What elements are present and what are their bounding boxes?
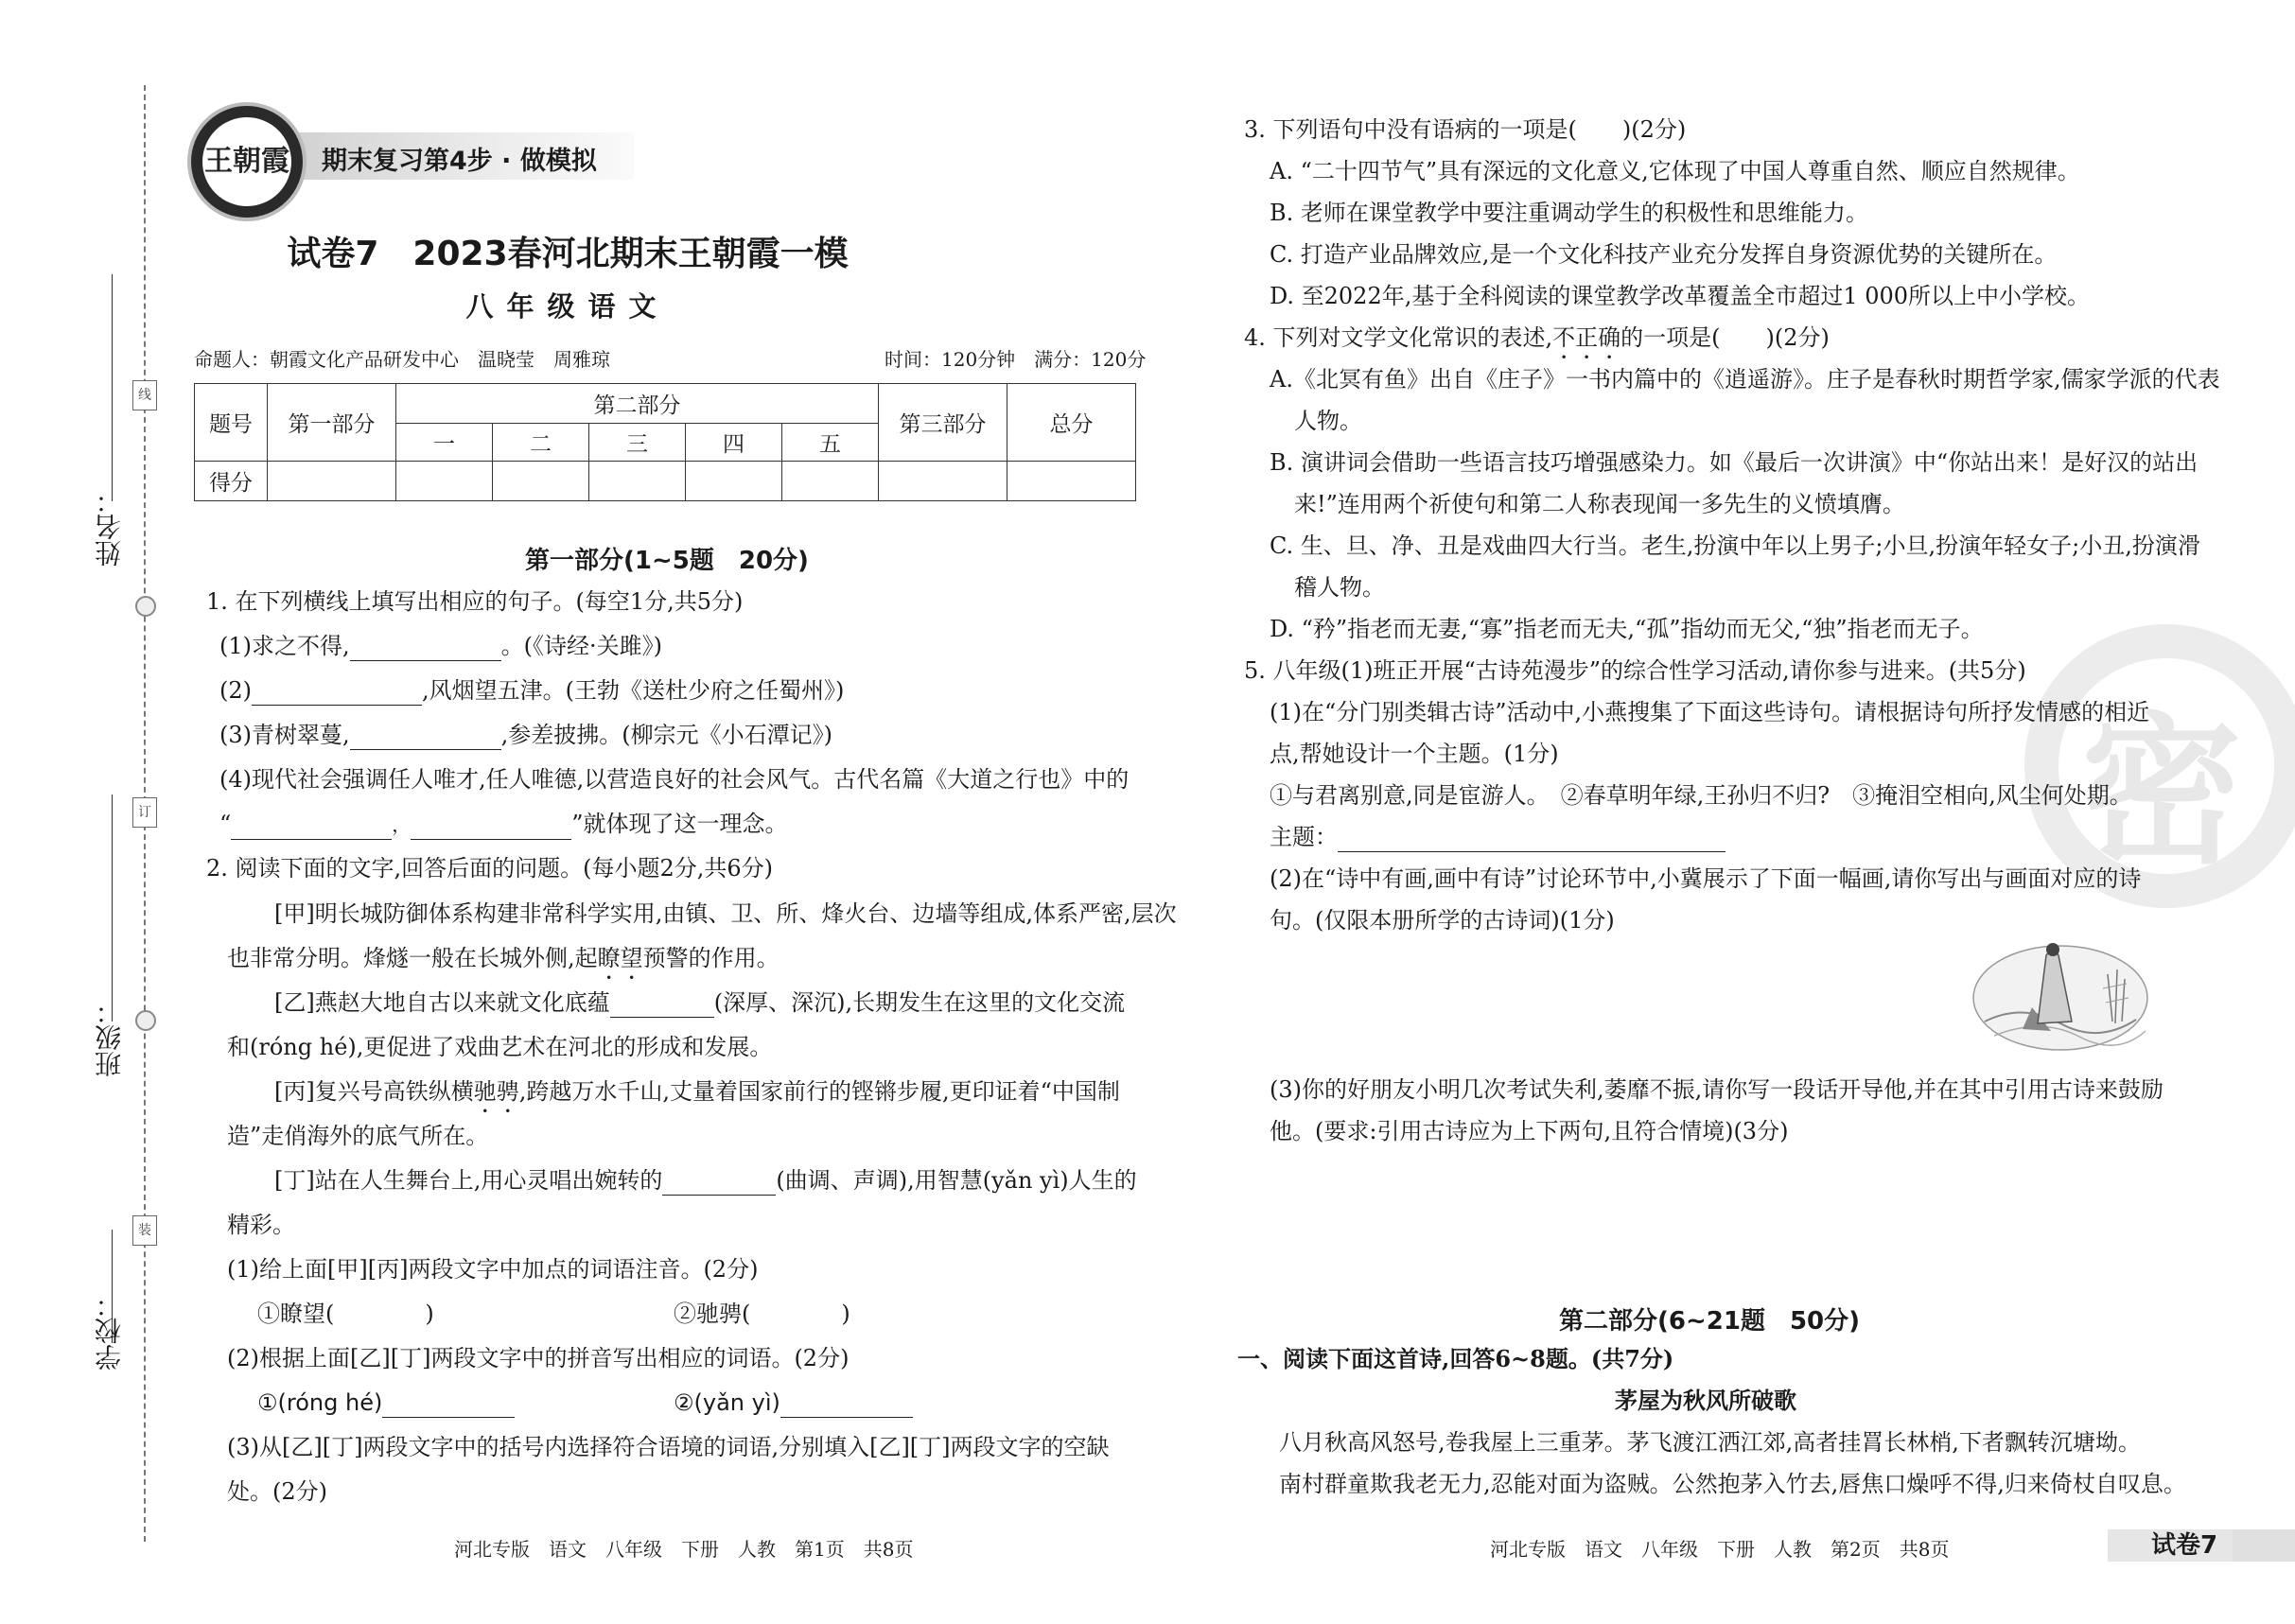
theme-blank[interactable] <box>1338 827 1726 852</box>
answer-blank[interactable] <box>252 680 422 706</box>
logo-badge <box>187 102 307 221</box>
part2-section1: 一、阅读下面这首诗,回答6~8题。(共7分) <box>1237 1345 1674 1372</box>
q4-option-b-cont: 来!”连用两个祈使句和第二人称表现闻一多先生的义愤填膺。 <box>1294 491 1905 517</box>
cell-sub-2: 二 <box>493 424 589 462</box>
q5-sub1-line1: (1)在“分门别类辑古诗”活动中,小燕搜集了下面这些诗句。请根据诗句所抒发情感的相近 <box>1270 699 2150 725</box>
poem-title: 茅屋为秋风所破歌 <box>1615 1387 1796 1414</box>
q3-option-d[interactable]: D. 至2022年,基于全科阅读的课堂教学改革覆盖全市超过1 000所以上中小学校。 <box>1270 283 2091 309</box>
q5-sub2-line1: (2)在“诗中有画,画中有诗”讨论环节中,小冀展示了下面一幅画,请你写出与画面对应的诗 <box>1270 865 2142 892</box>
q2-bing-line2: 造”走俏海外的底气所在。 <box>227 1123 489 1149</box>
q2-sub1-b[interactable]: ②驰骋( ) <box>674 1301 850 1327</box>
q4-option-a-cont: 人物。 <box>1294 408 1362 434</box>
q2-ding-line2: 精彩。 <box>227 1212 295 1238</box>
cell-defen: 得分 <box>195 462 268 501</box>
q2-yi-line1: [乙]燕赵大地自古以来就文化底蕴 (深厚、深沉),长期发生在这里的文化交流 <box>274 989 1126 1016</box>
cell-part3: 第三部分 <box>879 384 1007 462</box>
q3-option-a[interactable]: A. “二十四节气”具有深远的文化意义,它体现了中国人尊重自然、顺应自然规律。 <box>1270 158 2080 184</box>
cell-sub-5: 五 <box>782 424 879 462</box>
corner-bar <box>2233 1529 2295 1562</box>
score-cell[interactable] <box>268 462 396 501</box>
q5-sub3-line2: 他。(要求:引用古诗应为上下两句,且符合情境)(3分) <box>1270 1118 1789 1144</box>
score-cell[interactable] <box>589 462 686 501</box>
class-label: 班级： <box>94 998 125 1077</box>
q2-yi-line2: 和(róng hé),更促进了戏曲艺术在河北的形成和发展。 <box>227 1034 773 1060</box>
binding-hole <box>135 596 156 617</box>
q2-stem: 2. 阅读下面的文字,回答后面的问题。(每小题2分,共6分) <box>206 855 774 882</box>
q2-sub3-line1: (3)从[乙][丁]两段文字中的括号内选择符合语境的词语,分别填入[乙][丁]两段文字的空缺 <box>227 1434 1110 1460</box>
answer-blank[interactable] <box>411 814 571 840</box>
school-label: 学校： <box>94 1291 125 1371</box>
cell-sub-1: 一 <box>396 424 493 462</box>
q1-item4-line1: (4)现代社会强调任人唯才,任人唯德,以营造良好的社会风气。古代名篇《大道之行也》中的 <box>219 766 1130 793</box>
q5-sub3-line1: (3)你的好朋友小明几次考试失利,萎靡不振,请你写一段话开导他,并在其中引用古诗来鼓励 <box>1270 1076 2164 1103</box>
q4-option-c-cont: 稽人物。 <box>1294 574 1385 601</box>
logo-text: 王朝霞 <box>202 117 291 206</box>
q5-sub2-line2: 句。(仅限本册所学的古诗词)(1分) <box>1270 907 1615 934</box>
q1-item3: (3)青树翠蔓, ,参差披拂。(柳宗元《小石潭记》) <box>219 722 832 748</box>
q1-item1: (1)求之不得, 。(《诗经·关雎》) <box>219 633 662 659</box>
ancient-lady-painting <box>1966 917 2155 1059</box>
seal-mark-ding: 订 <box>132 797 157 828</box>
q2-sub1: (1)给上面[甲][丙]两段文字中加点的词语注音。(2分) <box>227 1256 759 1283</box>
poem-line2: 南村群童欺我老无力,忍能对面为盗贼。公然抱茅入竹去,唇焦口燥呼不得,归来倚杖自叹息。 <box>1279 1471 2186 1497</box>
answer-blank[interactable] <box>662 1170 776 1196</box>
q2-sub1-a[interactable]: ①瞭望( ) <box>257 1301 434 1327</box>
answer-blank[interactable] <box>350 725 501 750</box>
q5-sub1-line2: 点,帮她设计一个主题。(1分) <box>1270 741 1559 767</box>
q5-sub1-poems: ①与君离别意,同是宦游人。 ②春草明年绿,王孙归不归? ③掩泪空相向,风尘何处期。 <box>1270 782 2132 809</box>
seal-mark-xian: 线 <box>132 380 157 410</box>
poem-line1: 八月秋高风怒号,卷我屋上三重茅。茅飞渡江洒江郊,高者挂罥长林梢,下者飘转沉塘坳。 <box>1279 1429 2141 1456</box>
cell-sub-4: 四 <box>686 424 782 462</box>
answer-blank[interactable] <box>382 1392 515 1418</box>
q5-theme-line: 主题： <box>1270 822 1726 852</box>
score-cell[interactable] <box>493 462 589 501</box>
score-cell[interactable] <box>686 462 782 501</box>
score-cell[interactable] <box>782 462 879 501</box>
q2-ding-line1: [丁]站在人生舞台上,用心灵唱出婉转的 (曲调、声调),用智慧(yǎn yì)人生的 <box>274 1167 1137 1194</box>
score-cell[interactable] <box>396 462 493 501</box>
cell-part1: 第一部分 <box>268 384 396 462</box>
q4-option-d[interactable]: D. “矜”指老而无妻,“寡”指老而无夫,“孤”指幼而无父,“独”指老而无子。 <box>1270 616 1984 642</box>
corner-label-box <box>2108 1529 2240 1562</box>
q4-stem: 4. 下列对文学文化常识的表述,不正确的一项是( )(2分) <box>1244 324 1830 351</box>
step-ribbon <box>274 132 634 180</box>
cell-sub-3: 三 <box>589 424 686 462</box>
cell-tihao: 题号 <box>195 384 268 462</box>
footer-right: 河北专版 语文 八年级 下册 人教 第2页 共8页 <box>1490 1538 1950 1561</box>
exam-title: 试卷7 2023春河北期末王朝霞一模 <box>287 235 849 273</box>
q2-sub2-b: ②(yǎn yì) <box>674 1388 913 1418</box>
part1-heading: 第一部分(1~5题 20分) <box>525 547 809 575</box>
seal-mark-zhuang: 装 <box>132 1215 157 1246</box>
answer-blank[interactable] <box>610 992 714 1018</box>
q3-option-c[interactable]: C. 打造产业品牌效应,是一个文化科技产业充分发挥自身资源优势的关键所在。 <box>1270 241 2058 268</box>
score-table <box>194 383 1136 501</box>
class-underline <box>112 795 113 1022</box>
q4-option-b[interactable]: B. 演讲词会借助一些语言技巧增强感染力。如《最后一次讲演》中“你站出来！是好汉的站出 <box>1270 449 2199 476</box>
q4-option-a[interactable]: A.《北冥有鱼》出自《庄子》一书内篇中的《逍遥游》。庄子是春秋时期哲学家,儒家学派的代表 <box>1270 366 2220 393</box>
q2-jia-line1: [甲]明长城防御体系构建非常科学实用,由镇、卫、所、烽火台、边墙等组成,体系严密,层次 <box>274 900 1177 927</box>
watermark-char: 密 <box>2081 699 2243 886</box>
cell-total: 总分 <box>1007 384 1136 462</box>
q2-bing-line1: [丙]复兴号高铁纵横驰骋,跨越万水千山,丈量着国家前行的铿锵步履,更印证着“中国制 <box>274 1078 1120 1105</box>
part2-heading: 第二部分(6~21题 50分) <box>1559 1307 1861 1336</box>
q4-option-c[interactable]: C. 生、旦、净、丑是戏曲四大行当。老生,扮演中年以上男子;小旦,扮演年轻女子;小丑,扮演滑 <box>1270 533 2200 559</box>
ribbon-text: 期末复习第4步 · 做模拟 <box>322 147 597 176</box>
exam-subtitle: 八年级语文 <box>465 290 670 323</box>
score-cell[interactable] <box>879 462 1007 501</box>
q1-stem: 1. 在下列横线上填写出相应的句子。(每空1分,共5分) <box>206 588 744 615</box>
q2-sub2-a: ①(róng hé) <box>257 1388 515 1418</box>
q1-item4-line2: “ ， ”就体现了这一理念。 <box>219 809 788 840</box>
footer-left: 河北专版 语文 八年级 下册 人教 第1页 共8页 <box>454 1538 914 1561</box>
q1-item2: (2) ,风烟望五津。(王勃《送杜少府之任蜀州》) <box>219 677 845 704</box>
q3-stem: 3. 下列语句中没有语病的一项是( )(2分) <box>1244 116 1687 143</box>
q2-jia-line2: 也非常分明。烽燧一般在长城外侧,起瞭望预警的作用。 <box>227 945 780 971</box>
name-label: 姓名： <box>94 487 125 567</box>
score-cell[interactable] <box>1007 462 1136 501</box>
q5-stem: 5. 八年级(1)班正开展“古诗苑漫步”的综合性学习活动,请你参与进来。(共5分) <box>1244 657 2026 684</box>
binding-hole <box>135 1010 156 1031</box>
corner-label: 试卷7 <box>2151 1531 2218 1560</box>
answer-blank[interactable] <box>350 636 501 661</box>
q2-sub2: (2)根据上面[乙][丁]两段文字中的拼音写出相应的词语。(2分) <box>227 1345 850 1371</box>
cell-part2: 第二部分 <box>396 384 879 424</box>
q3-option-b[interactable]: B. 老师在课堂教学中要注重调动学生的积极性和思维能力。 <box>1270 200 1868 226</box>
answer-blank[interactable] <box>780 1392 913 1418</box>
q2-sub3-line2: 处。(2分) <box>227 1478 327 1505</box>
answer-blank[interactable] <box>231 814 392 840</box>
time-score: 时间：120分钟 满分：120分 <box>885 348 1147 371</box>
author-line: 命题人：朝霞文化产品研发中心 温晓莹 周雅琼 <box>194 348 610 371</box>
